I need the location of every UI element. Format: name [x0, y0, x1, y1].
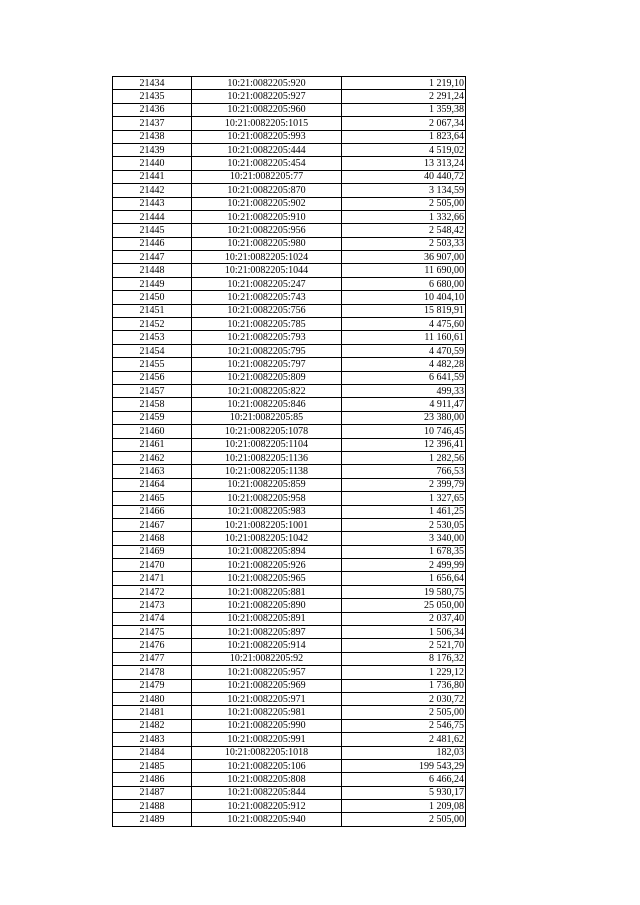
table-row [113, 773, 466, 786]
amount-cell: 6 466,24 [342, 773, 466, 786]
cadastral-number-cell: 10:21:0082205:743 [192, 291, 342, 304]
table-row [113, 130, 466, 143]
row-number-cell: 21459 [113, 411, 192, 424]
amount-cell: 2 521,70 [342, 639, 466, 652]
table-row [113, 371, 466, 384]
table-row [113, 224, 466, 237]
row-number-cell: 21457 [113, 384, 192, 397]
table-row [113, 384, 466, 397]
amount-cell: 8 176,32 [342, 652, 466, 665]
table-row [113, 117, 466, 130]
row-number-cell: 21487 [113, 786, 192, 799]
cadastral-number-cell: 10:21:0082205:981 [192, 706, 342, 719]
row-number-cell: 21440 [113, 157, 192, 170]
table-row [113, 90, 466, 103]
row-number-cell: 21442 [113, 184, 192, 197]
row-number-cell: 21484 [113, 746, 192, 759]
table-row [113, 666, 466, 679]
cadastral-number-cell: 10:21:0082205:870 [192, 184, 342, 197]
table-row [113, 103, 466, 116]
row-number-cell: 21461 [113, 438, 192, 451]
row-number-cell: 21448 [113, 264, 192, 277]
cadastral-number-cell: 10:21:0082205:990 [192, 719, 342, 732]
row-number-cell: 21452 [113, 318, 192, 331]
amount-cell: 1 656,64 [342, 572, 466, 585]
row-number-cell: 21474 [113, 612, 192, 625]
amount-cell: 1 219,10 [342, 77, 466, 90]
amount-cell: 36 907,00 [342, 251, 466, 264]
cadastral-number-cell: 10:21:0082205:958 [192, 492, 342, 505]
table-row [113, 626, 466, 639]
row-number-cell: 21458 [113, 398, 192, 411]
amount-cell: 23 380,00 [342, 411, 466, 424]
cadastral-number-cell: 10:21:0082205:808 [192, 773, 342, 786]
amount-cell: 1 229,12 [342, 666, 466, 679]
cadastral-number-cell: 10:21:0082205:756 [192, 304, 342, 317]
cadastral-number-cell: 10:21:0082205:912 [192, 800, 342, 813]
row-number-cell: 21436 [113, 103, 192, 116]
row-number-cell: 21486 [113, 773, 192, 786]
table-row [113, 425, 466, 438]
table-row [113, 800, 466, 813]
amount-cell: 19 580,75 [342, 585, 466, 598]
amount-cell: 10 746,45 [342, 425, 466, 438]
amount-cell: 2 546,75 [342, 719, 466, 732]
cadastral-number-cell: 10:21:0082205:902 [192, 197, 342, 210]
row-number-cell: 21467 [113, 518, 192, 531]
cadastral-number-cell: 10:21:0082205:991 [192, 733, 342, 746]
row-number-cell: 21488 [113, 800, 192, 813]
row-number-cell: 21473 [113, 599, 192, 612]
row-number-cell: 21437 [113, 117, 192, 130]
table-row [113, 318, 466, 331]
amount-cell: 11 690,00 [342, 264, 466, 277]
table-body [113, 77, 466, 827]
amount-cell: 6 641,59 [342, 371, 466, 384]
table-row [113, 786, 466, 799]
table-row [113, 210, 466, 223]
cadastral-number-cell: 10:21:0082205:940 [192, 813, 342, 826]
row-number-cell: 21462 [113, 451, 192, 464]
cadastral-number-cell: 10:21:0082205:844 [192, 786, 342, 799]
row-number-cell: 21472 [113, 585, 192, 598]
cadastral-number-cell: 10:21:0082205:247 [192, 277, 342, 290]
row-number-cell: 21449 [113, 277, 192, 290]
amount-cell: 2 503,33 [342, 237, 466, 250]
table-row [113, 478, 466, 491]
table-row [113, 585, 466, 598]
cadastral-number-cell: 10:21:0082205:1138 [192, 465, 342, 478]
table-row [113, 358, 466, 371]
table-row [113, 197, 466, 210]
cadastral-number-cell: 10:21:0082205:77 [192, 170, 342, 183]
amount-cell: 25 050,00 [342, 599, 466, 612]
cadastral-number-cell: 10:21:0082205:890 [192, 599, 342, 612]
cadastral-number-cell: 10:21:0082205:993 [192, 130, 342, 143]
table-row [113, 170, 466, 183]
amount-cell: 1 736,80 [342, 679, 466, 692]
amount-cell: 11 160,61 [342, 331, 466, 344]
amount-cell: 2 030,72 [342, 692, 466, 705]
cadastral-number-cell: 10:21:0082205:1042 [192, 532, 342, 545]
table-row [113, 599, 466, 612]
amount-cell: 12 396,41 [342, 438, 466, 451]
row-number-cell: 21465 [113, 492, 192, 505]
table-row [113, 492, 466, 505]
table-row [113, 706, 466, 719]
row-number-cell: 21455 [113, 358, 192, 371]
amount-cell: 2 499,99 [342, 559, 466, 572]
table-row [113, 291, 466, 304]
row-number-cell: 21477 [113, 652, 192, 665]
table-row [113, 465, 466, 478]
table-row [113, 733, 466, 746]
cadastral-number-cell: 10:21:0082205:926 [192, 559, 342, 572]
amount-cell: 1 506,34 [342, 626, 466, 639]
cadastral-number-cell: 10:21:0082205:965 [192, 572, 342, 585]
table-row [113, 759, 466, 772]
table-row [113, 652, 466, 665]
amount-cell: 1 327,65 [342, 492, 466, 505]
cadastral-number-cell: 10:21:0082205:1044 [192, 264, 342, 277]
row-number-cell: 21476 [113, 639, 192, 652]
row-number-cell: 21478 [113, 666, 192, 679]
cadastral-number-cell: 10:21:0082205:1001 [192, 518, 342, 531]
cadastral-number-cell: 10:21:0082205:881 [192, 585, 342, 598]
amount-cell: 2 037,40 [342, 612, 466, 625]
cadastral-number-cell: 10:21:0082205:454 [192, 157, 342, 170]
row-number-cell: 21469 [113, 545, 192, 558]
amount-cell: 3 340,00 [342, 532, 466, 545]
row-number-cell: 21441 [113, 170, 192, 183]
amount-cell: 1 282,56 [342, 451, 466, 464]
table-row [113, 157, 466, 170]
row-number-cell: 21446 [113, 237, 192, 250]
row-number-cell: 21464 [113, 478, 192, 491]
table-row [113, 251, 466, 264]
amount-cell: 4 911,47 [342, 398, 466, 411]
table-row [113, 559, 466, 572]
cadastral-number-cell: 10:21:0082205:809 [192, 371, 342, 384]
cadastral-number-cell: 10:21:0082205:980 [192, 237, 342, 250]
amount-cell: 10 404,10 [342, 291, 466, 304]
amount-cell: 2 505,00 [342, 706, 466, 719]
table-row [113, 264, 466, 277]
row-number-cell: 21468 [113, 532, 192, 545]
table-row [113, 438, 466, 451]
row-number-cell: 21480 [113, 692, 192, 705]
amount-cell: 199 543,29 [342, 759, 466, 772]
table-row [113, 518, 466, 531]
data-table [112, 76, 466, 827]
cadastral-number-cell: 10:21:0082205:793 [192, 331, 342, 344]
cadastral-number-cell: 10:21:0082205:957 [192, 666, 342, 679]
row-number-cell: 21447 [113, 251, 192, 264]
cadastral-number-cell: 10:21:0082205:106 [192, 759, 342, 772]
amount-cell: 5 930,17 [342, 786, 466, 799]
table-row [113, 237, 466, 250]
amount-cell: 2 067,34 [342, 117, 466, 130]
table-row [113, 505, 466, 518]
amount-cell: 4 470,59 [342, 344, 466, 357]
table-row [113, 813, 466, 826]
table-row [113, 719, 466, 732]
amount-cell: 2 530,05 [342, 518, 466, 531]
amount-cell: 1 359,38 [342, 103, 466, 116]
table-row [113, 77, 466, 90]
cadastral-number-cell: 10:21:0082205:910 [192, 210, 342, 223]
amount-cell: 2 291,24 [342, 90, 466, 103]
amount-cell: 766,53 [342, 465, 466, 478]
row-number-cell: 21489 [113, 813, 192, 826]
row-number-cell: 21435 [113, 90, 192, 103]
cadastral-number-cell: 10:21:0082205:894 [192, 545, 342, 558]
table-row [113, 451, 466, 464]
amount-cell: 6 680,00 [342, 277, 466, 290]
cadastral-number-cell: 10:21:0082205:1024 [192, 251, 342, 264]
table-row [113, 277, 466, 290]
amount-cell: 1 461,25 [342, 505, 466, 518]
row-number-cell: 21482 [113, 719, 192, 732]
row-number-cell: 21463 [113, 465, 192, 478]
row-number-cell: 21460 [113, 425, 192, 438]
row-number-cell: 21445 [113, 224, 192, 237]
cadastral-number-cell: 10:21:0082205:927 [192, 90, 342, 103]
table-row [113, 411, 466, 424]
cadastral-number-cell: 10:21:0082205:1078 [192, 425, 342, 438]
cadastral-number-cell: 10:21:0082205:795 [192, 344, 342, 357]
amount-cell: 13 313,24 [342, 157, 466, 170]
cadastral-number-cell: 10:21:0082205:1104 [192, 438, 342, 451]
row-number-cell: 21443 [113, 197, 192, 210]
cadastral-number-cell: 10:21:0082205:85 [192, 411, 342, 424]
row-number-cell: 21479 [113, 679, 192, 692]
table-row [113, 679, 466, 692]
cadastral-number-cell: 10:21:0082205:1015 [192, 117, 342, 130]
cadastral-number-cell: 10:21:0082205:1018 [192, 746, 342, 759]
row-number-cell: 21453 [113, 331, 192, 344]
table-row [113, 692, 466, 705]
amount-cell: 4 519,02 [342, 143, 466, 156]
row-number-cell: 21485 [113, 759, 192, 772]
amount-cell: 4 475,60 [342, 318, 466, 331]
amount-cell: 2 505,00 [342, 197, 466, 210]
row-number-cell: 21475 [113, 626, 192, 639]
row-number-cell: 21481 [113, 706, 192, 719]
row-number-cell: 21450 [113, 291, 192, 304]
row-number-cell: 21470 [113, 559, 192, 572]
row-number-cell: 21456 [113, 371, 192, 384]
amount-cell: 2 481,62 [342, 733, 466, 746]
table-row [113, 746, 466, 759]
table-row [113, 572, 466, 585]
table-row [113, 639, 466, 652]
amount-cell: 3 134,59 [342, 184, 466, 197]
cadastral-number-cell: 10:21:0082205:969 [192, 679, 342, 692]
amount-cell: 2 505,00 [342, 813, 466, 826]
cadastral-number-cell: 10:21:0082205:920 [192, 77, 342, 90]
row-number-cell: 21471 [113, 572, 192, 585]
cadastral-number-cell: 10:21:0082205:1136 [192, 451, 342, 464]
row-number-cell: 21466 [113, 505, 192, 518]
cadastral-number-cell: 10:21:0082205:785 [192, 318, 342, 331]
row-number-cell: 21483 [113, 733, 192, 746]
amount-cell: 1 332,66 [342, 210, 466, 223]
amount-cell: 1 678,35 [342, 545, 466, 558]
row-number-cell: 21439 [113, 143, 192, 156]
cadastral-number-cell: 10:21:0082205:444 [192, 143, 342, 156]
cadastral-number-cell: 10:21:0082205:983 [192, 505, 342, 518]
amount-cell: 1 823,64 [342, 130, 466, 143]
cadastral-number-cell: 10:21:0082205:797 [192, 358, 342, 371]
table-row [113, 344, 466, 357]
cadastral-number-cell: 10:21:0082205:897 [192, 626, 342, 639]
table-row [113, 398, 466, 411]
amount-cell: 4 482,28 [342, 358, 466, 371]
table-row [113, 545, 466, 558]
cadastral-number-cell: 10:21:0082205:846 [192, 398, 342, 411]
cadastral-number-cell: 10:21:0082205:92 [192, 652, 342, 665]
amount-cell: 40 440,72 [342, 170, 466, 183]
table-row [113, 143, 466, 156]
amount-cell: 15 819,91 [342, 304, 466, 317]
row-number-cell: 21451 [113, 304, 192, 317]
table-row [113, 532, 466, 545]
row-number-cell: 21454 [113, 344, 192, 357]
cadastral-number-cell: 10:21:0082205:859 [192, 478, 342, 491]
row-number-cell: 21434 [113, 77, 192, 90]
cadastral-number-cell: 10:21:0082205:914 [192, 639, 342, 652]
cadastral-number-cell: 10:21:0082205:891 [192, 612, 342, 625]
table-row [113, 612, 466, 625]
cadastral-number-cell: 10:21:0082205:822 [192, 384, 342, 397]
amount-cell: 1 209,08 [342, 800, 466, 813]
amount-cell: 2 548,42 [342, 224, 466, 237]
cadastral-number-cell: 10:21:0082205:971 [192, 692, 342, 705]
row-number-cell: 21444 [113, 210, 192, 223]
amount-cell: 499,33 [342, 384, 466, 397]
cadastral-number-cell: 10:21:0082205:956 [192, 224, 342, 237]
table-row [113, 304, 466, 317]
cadastral-number-cell: 10:21:0082205:960 [192, 103, 342, 116]
row-number-cell: 21438 [113, 130, 192, 143]
amount-cell: 2 399,79 [342, 478, 466, 491]
table-row [113, 184, 466, 197]
table-row [113, 331, 466, 344]
amount-cell: 182,03 [342, 746, 466, 759]
